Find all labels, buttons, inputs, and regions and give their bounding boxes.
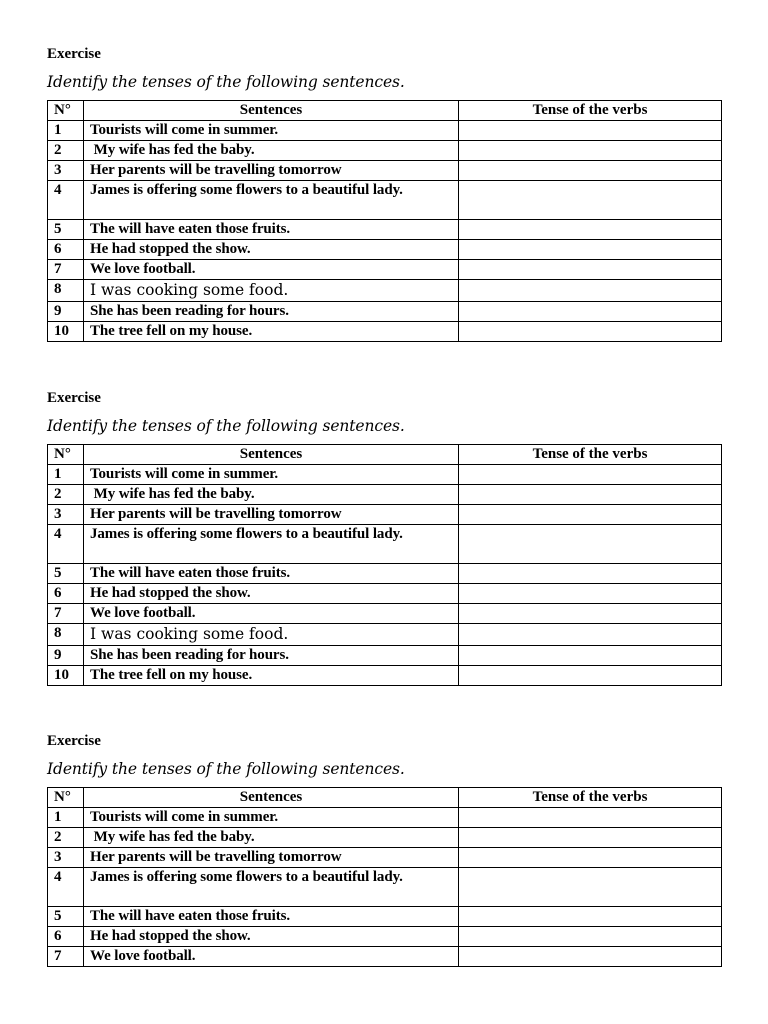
row-tense-answer[interactable]: [459, 907, 722, 927]
row-number: 1: [48, 808, 84, 828]
row-tense-answer[interactable]: [459, 927, 722, 947]
row-tense-answer[interactable]: [459, 322, 722, 342]
exercise-section-2: [47, 389, 721, 686]
table-row: [48, 927, 722, 947]
row-tense-answer[interactable]: [459, 181, 722, 220]
row-sentence: James is offering some flowers to a beautiful lady.: [84, 181, 459, 220]
row-number: 8: [48, 280, 84, 302]
row-tense-answer[interactable]: [459, 525, 722, 564]
row-number: 1: [48, 121, 84, 141]
table-row: [48, 564, 722, 584]
table-row: [48, 505, 722, 525]
row-tense-answer[interactable]: [459, 947, 722, 967]
row-sentence: I was cooking some food.: [84, 624, 459, 646]
row-tense-answer[interactable]: [459, 302, 722, 322]
table-row: [48, 828, 722, 848]
table-header-row: [48, 445, 722, 465]
row-tense-answer[interactable]: [459, 280, 722, 302]
row-number: 2: [48, 141, 84, 161]
row-number: 9: [48, 302, 84, 322]
row-sentence: He had stopped the show.: [84, 584, 459, 604]
row-sentence: We love football.: [84, 947, 459, 967]
header-sentences: Sentences: [84, 788, 459, 808]
row-tense-answer[interactable]: [459, 465, 722, 485]
row-number: 8: [48, 624, 84, 646]
header-sentences: Sentences: [84, 101, 459, 121]
row-tense-answer[interactable]: [459, 666, 722, 686]
table-row: [48, 485, 722, 505]
row-number: 2: [48, 828, 84, 848]
row-tense-answer[interactable]: [459, 141, 722, 161]
row-number: 6: [48, 240, 84, 260]
table-row: [48, 302, 722, 322]
row-tense-answer[interactable]: [459, 485, 722, 505]
row-sentence: We love football.: [84, 260, 459, 280]
row-tense-answer[interactable]: [459, 808, 722, 828]
header-tense: Tense of the verbs: [459, 445, 722, 465]
row-number: 7: [48, 604, 84, 624]
row-number: 6: [48, 584, 84, 604]
row-sentence: Her parents will be travelling tomorrow: [84, 848, 459, 868]
row-sentence: She has been reading for hours.: [84, 302, 459, 322]
header-number: N°: [48, 788, 84, 808]
row-number: 10: [48, 666, 84, 686]
row-tense-answer[interactable]: [459, 161, 722, 181]
row-tense-answer[interactable]: [459, 564, 722, 584]
tenses-table: [47, 100, 722, 342]
table-row: [48, 666, 722, 686]
exercise-title: Exercise: [47, 390, 101, 406]
row-sentence: I was cooking some food.: [84, 280, 459, 302]
row-number: 5: [48, 907, 84, 927]
row-number: 4: [48, 181, 84, 220]
table-row: [48, 525, 722, 564]
table-row: [48, 907, 722, 927]
header-tense: Tense of the verbs: [459, 101, 722, 121]
row-tense-answer[interactable]: [459, 646, 722, 666]
row-sentence: The tree fell on my house.: [84, 666, 459, 686]
row-sentence: The tree fell on my house.: [84, 322, 459, 342]
table-row: [48, 584, 722, 604]
row-number: 9: [48, 646, 84, 666]
exercise-instruction: Identify the tenses of the following sentences.: [47, 417, 405, 435]
row-sentence: The will have eaten those fruits.: [84, 220, 459, 240]
row-tense-answer[interactable]: [459, 240, 722, 260]
exercise-section-3: [47, 732, 721, 967]
exercise-title: Exercise: [47, 733, 101, 749]
row-sentence: He had stopped the show.: [84, 927, 459, 947]
tenses-table: [47, 787, 722, 967]
table-row: [48, 808, 722, 828]
row-sentence: Her parents will be travelling tomorrow: [84, 505, 459, 525]
exercise-instruction: Identify the tenses of the following sentences.: [47, 760, 405, 778]
row-number: 4: [48, 525, 84, 564]
header-number: N°: [48, 445, 84, 465]
row-tense-answer[interactable]: [459, 868, 722, 907]
header-sentences: Sentences: [84, 445, 459, 465]
row-number: 7: [48, 947, 84, 967]
row-sentence: We love football.: [84, 604, 459, 624]
row-sentence: James is offering some flowers to a beautiful lady.: [84, 525, 459, 564]
table-row: [48, 848, 722, 868]
row-tense-answer[interactable]: [459, 828, 722, 848]
table-row: [48, 624, 722, 646]
table-header-row: [48, 101, 722, 121]
row-tense-answer[interactable]: [459, 624, 722, 646]
row-number: 1: [48, 465, 84, 485]
row-number: 3: [48, 161, 84, 181]
row-sentence: Tourists will come in summer.: [84, 465, 459, 485]
row-sentence: The will have eaten those fruits.: [84, 907, 459, 927]
row-number: 5: [48, 564, 84, 584]
table-row: [48, 604, 722, 624]
row-tense-answer[interactable]: [459, 220, 722, 240]
table-row: [48, 121, 722, 141]
table-row: [48, 260, 722, 280]
row-tense-answer[interactable]: [459, 584, 722, 604]
table-row: [48, 280, 722, 302]
row-sentence: My wife has fed the baby.: [84, 828, 459, 848]
row-tense-answer[interactable]: [459, 848, 722, 868]
row-sentence: He had stopped the show.: [84, 240, 459, 260]
row-sentence: James is offering some flowers to a beautiful lady.: [84, 868, 459, 907]
tenses-table: [47, 444, 722, 686]
table-row: [48, 220, 722, 240]
row-sentence: Her parents will be travelling tomorrow: [84, 161, 459, 181]
table-row: [48, 240, 722, 260]
table-row: [48, 181, 722, 220]
table-row: [48, 947, 722, 967]
header-number: N°: [48, 101, 84, 121]
row-number: 6: [48, 927, 84, 947]
row-number: 10: [48, 322, 84, 342]
row-tense-answer[interactable]: [459, 121, 722, 141]
row-number: 7: [48, 260, 84, 280]
row-tense-answer[interactable]: [459, 260, 722, 280]
exercise-instruction: Identify the tenses of the following sentences.: [47, 73, 405, 91]
row-number: 5: [48, 220, 84, 240]
row-sentence: My wife has fed the baby.: [84, 141, 459, 161]
row-sentence: My wife has fed the baby.: [84, 485, 459, 505]
table-row: [48, 646, 722, 666]
table-row: [48, 465, 722, 485]
row-tense-answer[interactable]: [459, 604, 722, 624]
row-number: 3: [48, 848, 84, 868]
row-sentence: She has been reading for hours.: [84, 646, 459, 666]
table-row: [48, 161, 722, 181]
row-tense-answer[interactable]: [459, 505, 722, 525]
table-row: [48, 141, 722, 161]
exercise-title: Exercise: [47, 46, 101, 62]
table-row: [48, 322, 722, 342]
header-tense: Tense of the verbs: [459, 788, 722, 808]
row-sentence: The will have eaten those fruits.: [84, 564, 459, 584]
row-sentence: Tourists will come in summer.: [84, 808, 459, 828]
row-sentence: Tourists will come in summer.: [84, 121, 459, 141]
row-number: 3: [48, 505, 84, 525]
exercise-section-1: [47, 45, 721, 342]
table-header-row: [48, 788, 722, 808]
row-number: 4: [48, 868, 84, 907]
table-row: [48, 868, 722, 907]
row-number: 2: [48, 485, 84, 505]
